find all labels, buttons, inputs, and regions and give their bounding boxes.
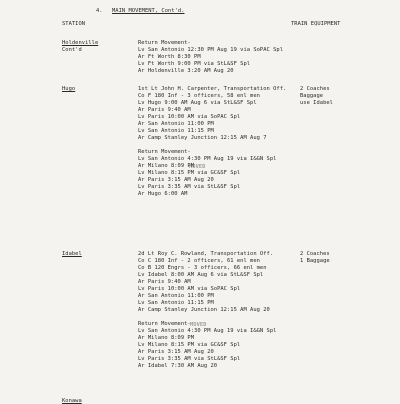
itinerary-line: Lv Hugo 9:00 AM Aug 6 via StL&SF Spl (138, 100, 257, 106)
column-header-station: STATION (62, 21, 86, 27)
itinerary-line: Lv San Antonio 11:15 PM (138, 128, 214, 134)
page-number: 4. (96, 8, 103, 14)
itinerary-line: Ar Paris 9:40 AM (138, 279, 191, 285)
equipment-line: Baggage (300, 93, 324, 99)
itinerary-line: Lv San Antonio 4:30 PM Aug 19 via I&GN Spl (138, 328, 277, 334)
itinerary-line: Co C 180 Inf - 2 officers, 61 enl men (138, 258, 260, 264)
itinerary-line: Ar Milano 8:09 PM (138, 163, 195, 169)
itinerary-line: Lv Paris 3:35 AM via StL&SF Spl (138, 184, 241, 190)
itinerary-line: Ar Idabel 7:30 AM Aug 20 (138, 363, 218, 369)
itinerary-line: Ar San Antonio 11:00 PM (138, 121, 214, 127)
station-name: Konawa (62, 398, 82, 404)
stamp: MOVED (189, 164, 206, 170)
itinerary-line: 2d Lt Roy C. Rowland, Transportation Off. (138, 251, 274, 257)
itinerary-line: Ar Camp Stanley Junction 12:15 AM Aug 7 (138, 135, 267, 141)
itinerary-line: Lv Paris 10:00 AM via SoPAC Spl (138, 286, 241, 292)
station-name: Holdenville (62, 40, 99, 46)
itinerary-line: Lv Idabel 8:00 AM Aug 6 via StL&SF Spl (138, 272, 264, 278)
itinerary-line: Ar Paris 3:15 AM Aug 20 (138, 349, 214, 355)
itinerary-line: Lv Ft Worth 9:00 PM via StL&SF Spl (138, 61, 251, 67)
itinerary-line: Return Movement- (138, 40, 191, 46)
itinerary-line: 1st Lt John H. Carpenter, Transportation Off. (138, 86, 287, 92)
itinerary-line: Ar Paris 9:40 AM (138, 107, 191, 113)
itinerary-line: Lv Milano 8:15 PM via GC&SF Spl (138, 342, 241, 348)
itinerary-line: Lv Paris 3:35 AM via StL&SF Spl (138, 356, 241, 362)
itinerary-line: Lv San Antonio 11:15 PM (138, 300, 214, 306)
itinerary-line: Ar Ft Worth 8:30 PM (138, 54, 201, 60)
itinerary-line: Ar Milano 8:09 PM (138, 335, 195, 341)
equipment-line: 2 Coaches (300, 86, 330, 92)
equipment-line: 1 Baggage (300, 258, 330, 264)
itinerary-line: Ar Paris 3:15 AM Aug 20 (138, 177, 214, 183)
itinerary-line: Ar Camp Stanley Junction 12:15 AM Aug 20 (138, 307, 270, 313)
itinerary-line: Co F 180 Inf - 3 officers, 58 enl men (138, 93, 260, 99)
itinerary-line: Lv Paris 10:00 AM via SoPAC Spl (138, 114, 241, 120)
equipment-line: use Idabel (300, 100, 333, 106)
page-title: MAIN MOVEMENT, Cont'd. (112, 8, 185, 14)
itinerary-line: Lv Milano 8:15 PM via GC&SF Spl (138, 170, 241, 176)
itinerary-line: Lv San Antonio 12:30 PM Aug 19 via SoPAC Spl (138, 47, 283, 53)
station-name: Idabel (62, 251, 82, 257)
itinerary-line: Ar Holdenville 3:20 AM Aug 20 (138, 68, 234, 74)
itinerary-line: Ar San Antonio 11:00 PM (138, 293, 214, 299)
station-name: Cont'd (62, 47, 82, 53)
column-header-equipment: TRAIN EQUIPMENT (291, 21, 341, 27)
station-name: Hugo (62, 86, 76, 92)
stamp: MOVED (190, 322, 207, 328)
itinerary-line: Return Movement- (138, 149, 191, 155)
equipment-line: 2 Coaches (300, 251, 330, 257)
itinerary-line: Co B 120 Engrs - 3 officers, 66 enl men (138, 265, 267, 271)
itinerary-line: Return Movement- (138, 321, 191, 327)
itinerary-line: Lv San Antonio 4:30 PM Aug 19 via I&GN Spl (138, 156, 277, 162)
itinerary-line: Ar Hugo 6:00 AM (138, 191, 188, 197)
